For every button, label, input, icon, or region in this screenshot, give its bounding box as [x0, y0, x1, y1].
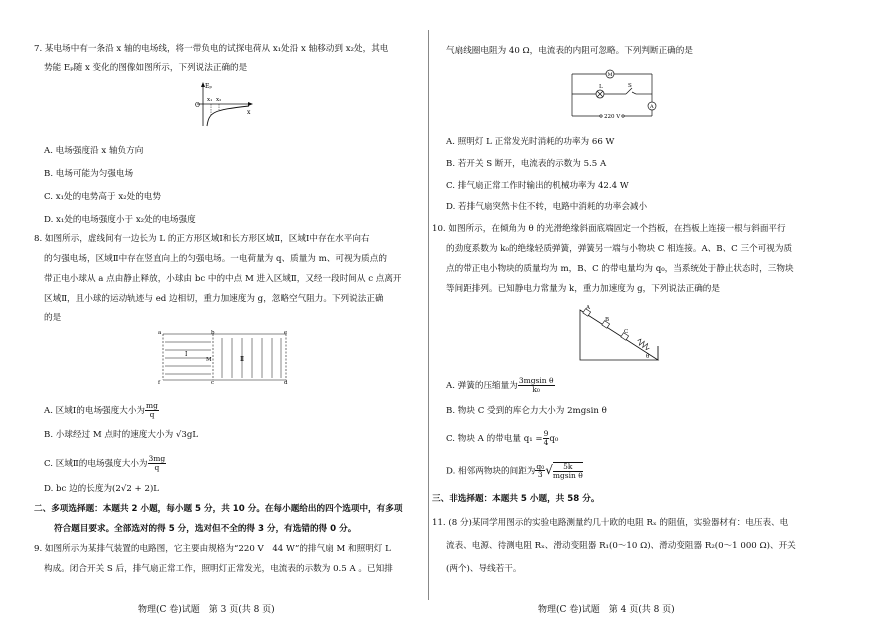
q9-L-label: L [599, 84, 603, 90]
q9-A-label: A [650, 104, 654, 110]
q10-option-a[interactable] [446, 377, 555, 394]
q9-option-a[interactable]: A. 照明灯 L 正常发光时消耗的功率为 66 W [446, 137, 615, 147]
section2-heading-line2: 符合题目要求。全部选对的得 5 分，选对但不全的得 3 分，有选错的得 0 分。 [54, 524, 357, 534]
q8-f: f [158, 380, 161, 386]
q8-option-d[interactable]: D. bc 边的长度为(2√2 + 2)L [44, 484, 160, 494]
q9-option-b[interactable]: B. 若开关 S 断开，电流表的示数为 5.5 A [446, 159, 607, 169]
q7-option-b[interactable]: B. 电场可能为匀强电场 [44, 169, 134, 179]
right-page [432, 0, 870, 630]
q9-cont-line1: 气扇线圈电阻为 40 Ω，电流表的内阻可忽略。下列判断正确的是 [446, 46, 693, 56]
right-footer: 物理(C 卷)试题 第 4 页(共 8 页) [538, 605, 675, 615]
q8-option-c-text: C. 区域Ⅱ的电场强度大小为 [44, 458, 148, 469]
q7-x1: x₁ [207, 97, 213, 103]
q10-theta-label: θ [646, 354, 650, 360]
q10-incline-figure [574, 306, 662, 364]
q7-origin: O [195, 102, 200, 109]
q10-option-d-frac: $\frac{\text{q₀}}{3}$ [536, 461, 545, 480]
section3-heading: 三、非选择题：本题共 5 小题，共 58 分。 [432, 494, 600, 504]
q9-M-label: M [607, 72, 613, 78]
q8-b: b [211, 330, 215, 336]
q8-option-a[interactable] [44, 402, 159, 419]
q8-e: e [284, 330, 288, 336]
q9-line1: 9. 如图所示为某排气装置的电路图，它主要由规格为“220 V 44 W”的排气扇 M 和照明灯 L [34, 544, 391, 554]
q8-d: d [284, 380, 288, 386]
q8-option-a-text: A. 区域Ⅰ的电场强度大小为 [44, 405, 146, 416]
q11-line2: 流表、电源、待测电阻 Rₓ、滑动变阻器 R₁(0～10 Ω)、滑动变阻器 R₂(0～1 000 Ω)、开关 [446, 541, 796, 551]
q10-line2: 的劲度系数为 k₀的绝缘轻质弹簧，弹簧另一端与小物块 C 相连接。A、B、C 三个可视为质 [446, 244, 793, 254]
q8-region2: Ⅱ [240, 356, 245, 363]
q8-M: M [206, 357, 212, 363]
q8-line1: 8. 如图所示，虚线间有一边长为 L 的正方形区域Ⅰ和长方形区域Ⅱ，区域Ⅰ中存在水平向右 [34, 234, 370, 244]
left-page [0, 0, 432, 630]
left-footer: 物理(C 卷)试题 第 3 页(共 8 页) [138, 605, 275, 615]
q7-option-d[interactable]: D. x₁处的电场强度小于 x₂处的电场强度 [44, 215, 196, 225]
q7-xlabel: x [247, 109, 251, 116]
q7-ylabel: Eₚ [205, 83, 212, 90]
q8-region-figure [158, 330, 294, 384]
q8-a: a [158, 330, 162, 336]
q8-option-c[interactable] [44, 455, 166, 472]
q10-option-b[interactable]: B. 物块 C 受到的库仑力大小为 2mgsin θ [446, 406, 607, 416]
q7-option-a[interactable]: A. 电场强度沿 x 轴负方向 [44, 146, 144, 156]
q7-option-c[interactable]: C. x₁处的电势高于 x₂处的电势 [44, 192, 161, 202]
q8-option-b[interactable]: B. 小球经过 M 点时的速度大小为 √3gL [44, 430, 199, 440]
q8-option-c-frac: $\frac{3mg}{q}$ [148, 454, 166, 472]
q10-option-d-text: D. 相邻两物块的间距为 [446, 466, 536, 477]
q9-line2: 构成。闭合开关 S 后，排气扇正常工作，照明灯正常发光，电流表的示数为 0.5 A 。已知排 [44, 564, 393, 574]
q10-option-d-sqrt: √ [545, 463, 553, 478]
q8-line4: 区域Ⅱ，且小球的运动轨迹与 ed 边相切，重力加速度为 g，忽略空气阻力。下列说法正确 [44, 294, 384, 304]
q11-line3: (两个)、导线若干。 [446, 564, 522, 574]
section2-heading-line1: 二、多项选择题：本题共 2 小题，每小题 5 分，共 10 分。在每小题给出的四个选项中，有多项 [34, 504, 403, 514]
q10-A-label: A [586, 305, 590, 311]
q10-option-c-suffix: q₀ [549, 433, 559, 444]
q8-option-a-frac: $\frac{mg}{q}$ [146, 401, 158, 419]
q9-S-label: S [628, 83, 632, 89]
q9-circuit-diagram [568, 62, 660, 126]
q10-option-c-frac: $\frac{9}{4}$ [543, 429, 549, 447]
q7-ep-graph [195, 82, 255, 130]
q10-line1: 10. 如图所示，在倾角为 θ 的光滑绝缘斜面底端固定一个挡板，在挡板上连接一根与斜面平行 [432, 224, 786, 234]
q10-line4: 等间距排列。已知静电力常量为 k，重力加速度为 g，下列说法正确的是 [446, 284, 720, 294]
q9-option-c[interactable]: C. 排气扇正常工作时输出的机械功率为 42.4 W [446, 181, 629, 191]
q10-option-d-root-frac: $\frac{5k}{\text{mgsin θ}}$ [552, 462, 583, 480]
q10-C-label: C [624, 329, 629, 335]
q10-option-a-text: A. 弹簧的压缩量为 [446, 380, 518, 391]
q10-B-label: B [605, 317, 610, 323]
q9-option-d[interactable]: D. 若排气扇突然卡住不转，电路中消耗的功率会减小 [446, 202, 648, 212]
q8-line5: 的是 [44, 313, 62, 323]
q7-line1: 7. 某电场中有一条沿 x 轴的电场线，将一带负电的试探电荷从 x₁处沿 x 轴移动到 x₂处，其电 [34, 44, 389, 54]
q10-option-d[interactable] [446, 462, 583, 480]
q10-option-c[interactable] [446, 430, 558, 447]
q8-line3: 带正电小球从 a 点由静止释放，小球由 bc 中的中点 M 进入区域Ⅱ，又经一段时间从 c 点离开 [44, 274, 402, 284]
q7-x2: x₂ [216, 97, 222, 103]
q7-line2: 势能 Eₚ随 x 变化的图像如图所示，下列说法正确的是 [44, 63, 248, 73]
q8-c: c [211, 380, 215, 386]
q8-line2: 的匀强电场，区域Ⅱ中存在竖直向上的匀强电场。一电荷量为 q、质量为 m、可视为质点的 [44, 254, 387, 264]
q11-line1: 11. (8 分)某同学用图示的实验电路测量约几十欧的电阻 Rₓ 的阻值，实验器材有：电压表、电 [432, 518, 789, 528]
q8-region1: Ⅰ [185, 351, 188, 358]
q10-option-a-frac: $\frac{\text{3mgsin θ}}{\text{k₀}}$ [518, 376, 554, 394]
q10-line3: 点的带正电小物块的质量均为 m，B、C 的带电量均为 q₀，当系统处于静止状态时，三物块 [446, 264, 794, 274]
q10-option-c-text: C. 物块 A 的带电量 q₁ = [446, 433, 543, 444]
q9-V-label: 220 V [604, 114, 621, 120]
